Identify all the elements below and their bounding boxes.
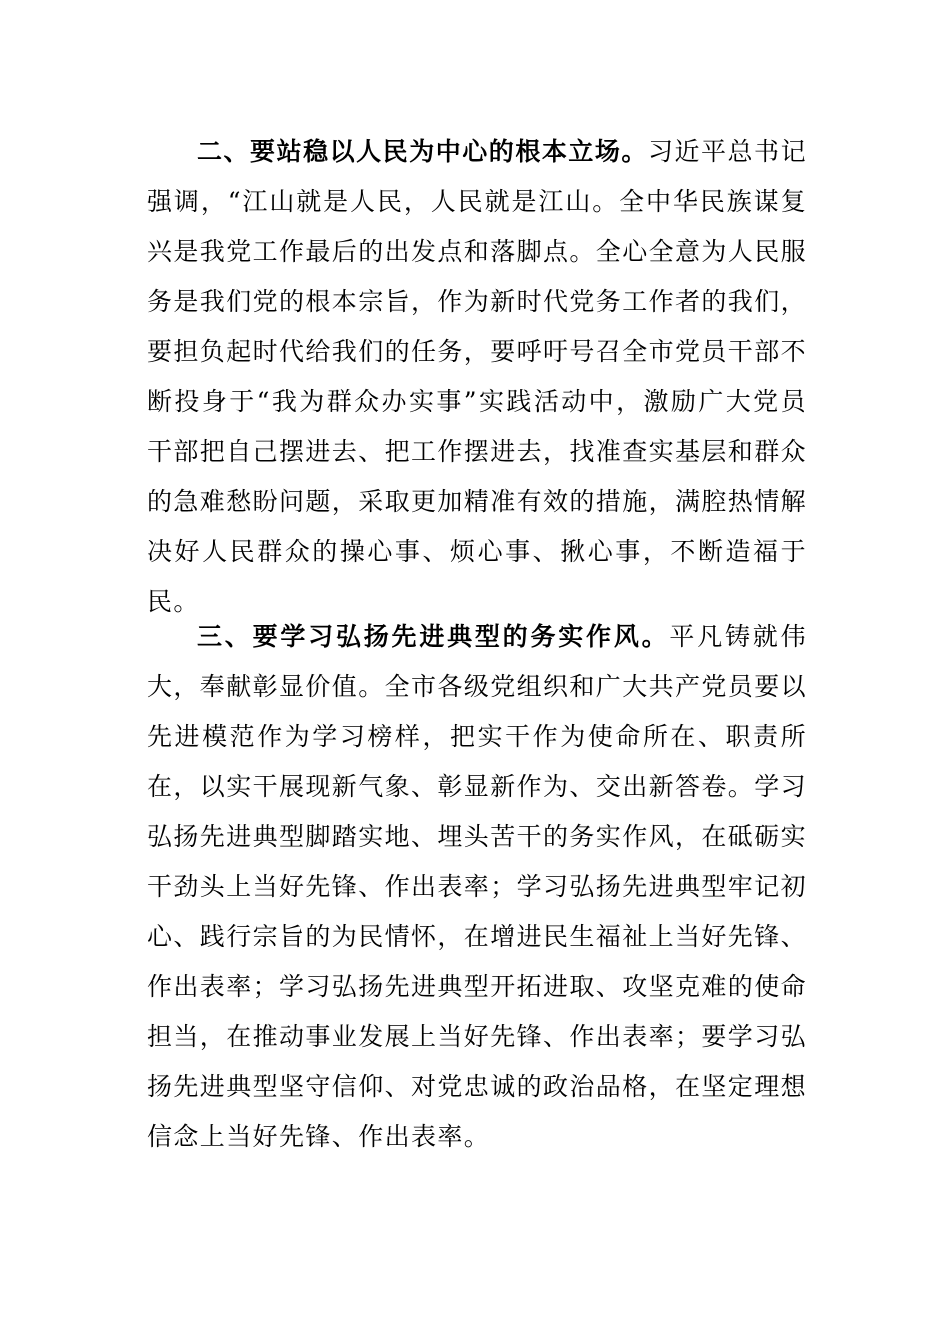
paragraph-people-centered <box>147 127 807 627</box>
paragraph-heading: 三、要学习弘扬先进典型的务实作风。 <box>197 622 670 651</box>
paragraph-body: 平凡铸就伟大，奉献彰显价值。全市各级党组织和广大共产党员要以先进模范作为学习榜样，把实干作为使命所在、职责所在，以实干展现新气象、彰显新作为、交出新答卷。学习弘扬先进典型脚踏实地、埋头苦干的务实作风，在砥砺实干劲头上当好先锋、作出表率；学习弘扬先进典型牢记初心、践行宗旨的为民情怀，在增进民生福祉上当好先锋、作出表率；学习弘扬先进典型开拓进取、攻坚克难的使命担当，在推动事业发展上当好先锋、作出表率；要学习弘扬先进典型坚守信仰、对党忠诚的政治品格，在坚定理想信念上当好先锋、作出表率。 <box>147 622 808 1151</box>
paragraph-pragmatic-style <box>147 612 807 1162</box>
paragraph-body: 习近平总书记强调，“江山就是人民，人民就是江山。全中华民族谋复兴是我党工作最后的出发点和落脚点。全心全意为人民服务是我们党的根本宗旨，作为新时代党务工作者的我们，要担负起时代给我们的任务，要呼吁号召全市党员干部不断投身于“我为群众办实事”实践活动中，激励广大党员干部把自己摆进去、把工作摆进去，找准查实基层和群众的急难愁盼问题，采取更加精准有效的措施，满腔热情解决好人民群众的操心事、烦心事、揪心事，不断造福于民。 <box>147 137 808 616</box>
paragraph-heading: 二、要站稳以人民为中心的根本立场。 <box>197 137 648 166</box>
